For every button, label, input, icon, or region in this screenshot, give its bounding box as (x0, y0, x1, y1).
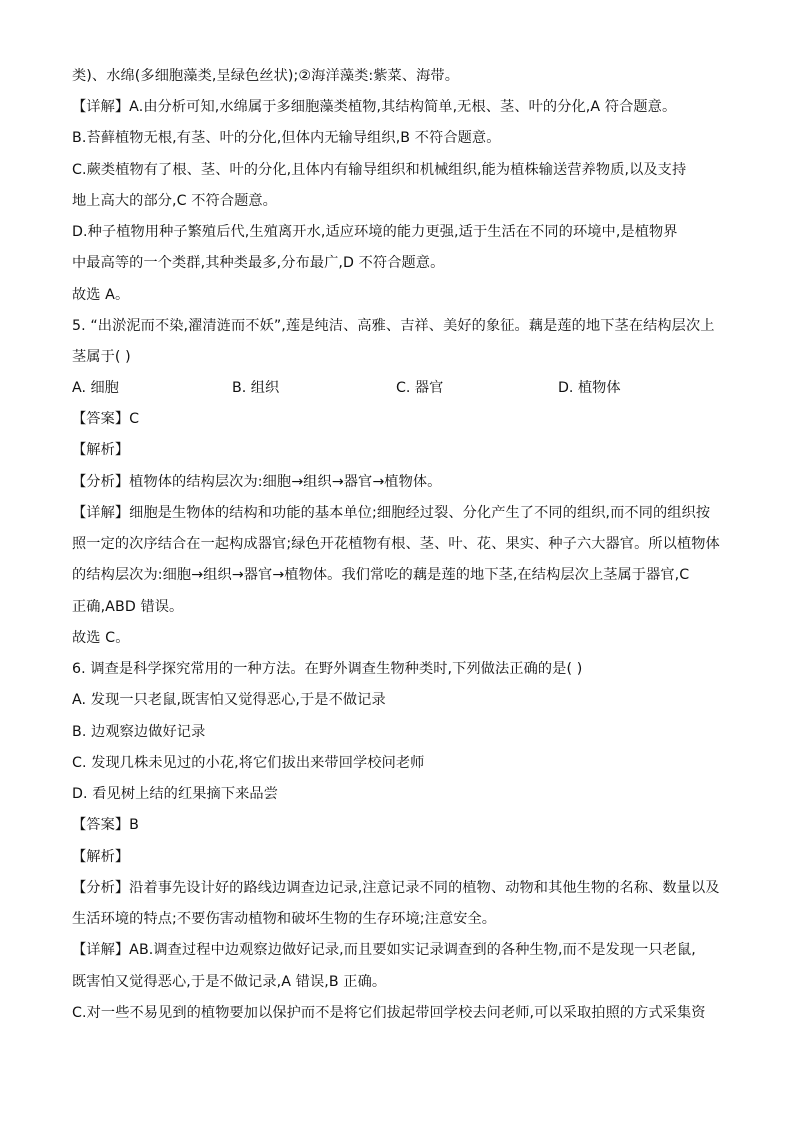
text-line: 的结构层次为:细胞→组织→器官→植物体。我们常吃的藕是莲的地下茎,在结构层次上茎属于器官,C (72, 567, 690, 583)
text-line: 【详解】AB.调查过程中边观察边做好记录,而且要如实记录调查到的各种生物,而不是发现一只老鼠, (72, 942, 696, 958)
analysis-label: 【解析】 (72, 849, 130, 865)
text-line: 【分析】植物体的结构层次为:细胞→组织→器官→植物体。 (72, 474, 442, 490)
text-line: 中最高等的一个类群,其种类最多,分布最广,D 不符合题意。 (72, 255, 445, 271)
question-5-stem: 茎属于( ) (72, 349, 131, 365)
answer-label: 【答案】B (72, 817, 139, 833)
answer-label: 【答案】C (72, 411, 140, 427)
text-line: 故选 A。 (72, 287, 130, 303)
q6-option-b: B. 边观察边做好记录 (72, 724, 206, 740)
q6-option-c: C. 发现几株未见过的小花,将它们拔出来带回学校问老师 (72, 755, 425, 771)
question-5-stem: 5. “出淤泥而不染,濯清涟而不妖”,莲是纯洁、高雅、吉祥、美好的象征。藕是莲的地下茎在结构层次上 (72, 318, 715, 334)
text-line: 类)、水绵(多细胞藻类,呈绿色丝状);②海洋藻类:紫菜、海带。 (72, 68, 459, 84)
text-line: 照一定的次序结合在一起构成器官;绿色开花植物有根、茎、叶、花、果实、种子六大器官。所以植物体 (72, 536, 720, 552)
analysis-label: 【解析】 (72, 442, 130, 458)
q6-option-a: A. 发现一只老鼠,既害怕又觉得恶心,于是不做记录 (72, 692, 386, 708)
text-line: 生活环境的特点;不要伤害动植物和破坏生物的生存环境;注意安全。 (72, 911, 497, 927)
text-line: 【分析】沿着事先设计好的路线边调查边记录,注意记录不同的植物、动物和其他生物的名称、数量以及 (72, 880, 720, 896)
text-line: 故选 C。 (72, 630, 130, 646)
text-line: 【详解】细胞是生物体的结构和功能的基本单位;细胞经过裂、分化产生了不同的组织,而不同的组织按 (72, 505, 711, 521)
q5-option-a: A. 细胞 (72, 380, 119, 396)
text-line: 地上高大的部分,C 不符合题意。 (72, 193, 277, 209)
text-line: C.对一些不易见到的植物要加以保护而不是将它们拔起带回学校去问老师,可以采取拍照的方式采集资 (72, 1005, 706, 1021)
text-line: 【详解】A.由分析可知,水绵属于多细胞藻类植物,其结构简单,无根、茎、叶的分化,A 符合题意。 (72, 99, 677, 115)
q6-option-d: D. 看见树上结的红果摘下来品尝 (72, 786, 278, 802)
text-line: C.蕨类植物有了根、茎、叶的分化,且体内有输导组织和机械组织,能为植株输送营养物质,以及支持 (72, 162, 687, 178)
question-6-stem: 6. 调查是科学探究常用的一种方法。在野外调查生物种类时,下列做法正确的是( ) (72, 661, 583, 677)
q5-option-d: D. 植物体 (558, 380, 621, 396)
text-line: 既害怕又觉得恶心,于是不做记录,A 错误,B 正确。 (72, 974, 387, 990)
text-line: D.种子植物用种子繁殖后代,生殖离开水,适应环境的能力更强,适于生活在不同的环境中,是植物界 (72, 224, 678, 240)
q5-option-b: B. 组织 (232, 380, 280, 396)
text-line: B.苔藓植物无根,有茎、叶的分化,但体内无输导组织,B 不符合题意。 (72, 130, 501, 146)
text-line: 正确,ABD 错误。 (72, 599, 184, 615)
q5-option-c: C. 器官 (396, 380, 444, 396)
